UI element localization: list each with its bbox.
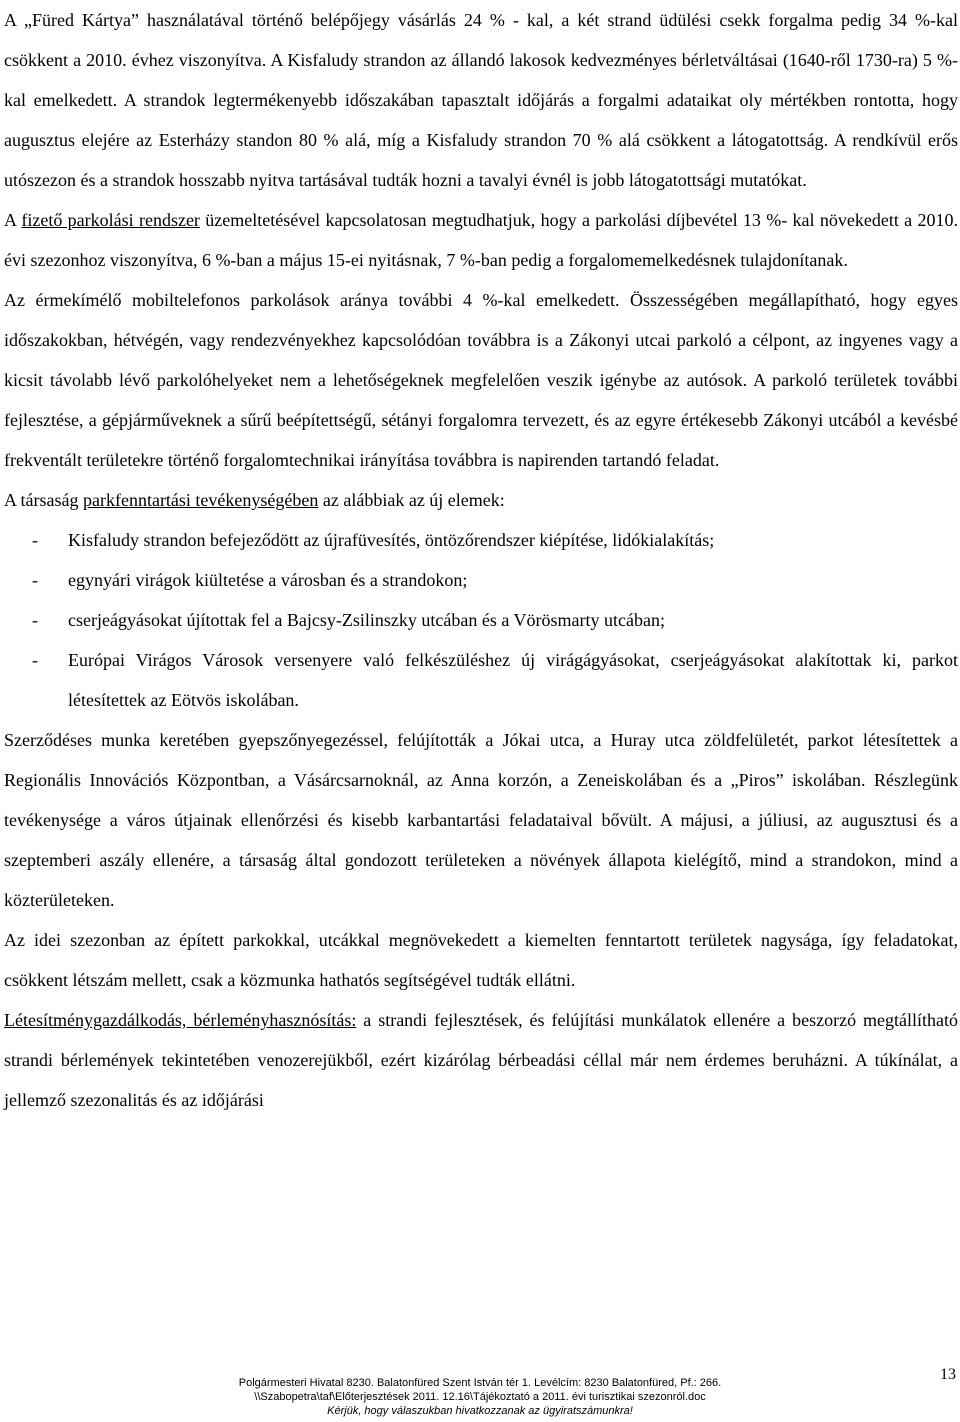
paragraph-strand-stats-text: A „Füred Kártya” használatával történő belépőjegy vásárlás 24 % - kal, a két strand üdülési csekk forgalma pedig 34 %-kal csökkent a 2010. évhez viszonyítva. A Kisfaludy strandon az állandó lakosok kedvezményes bérletváltásai (1640-ről 1730-ra) 5 %-kal emelkedett. A strandok legtermékenyebb időszakában tapasztalt időjárás a forgalmi adataikat oly mértékben rontotta, hogy augusztus elejére az Esterházy standon 80 % alá, míg a Kisfaludy strandon 70 % alá csökkent a látogatottság. A rendkívül erős utószezon és a strandok hosszabb nyitva tartásával tudták hozni a tavalyi évnél is jobb látogatottsági mutatókat. — [4, 10, 958, 190]
list-item-text: cserjeágyásokat újítottak fel a Bajcsy-Zsilinszky utcában és a Vörösmarty utcában; — [68, 610, 665, 630]
list-item — [4, 560, 958, 600]
new-elements-list — [4, 520, 958, 720]
paragraph-parking-text: üzemeltetésével kapcsolatosan megtudhatjuk, hogy a parkolási díjbevétel 13 %- kal növekedett a 2010. évi szezonhoz viszonyítva, 6 %-ban a május 15-ei nyitásnak, 7 %-ban pedig a forgalomemelkedésnek tulajdonítanak. — [4, 210, 958, 270]
link-park-maintenance: parkfenntartási tevékenységében — [82, 490, 319, 510]
list-dash: - — [32, 570, 38, 590]
footer-reference-note: Kérjük, hogy válaszukban hivatkozzanak az ügyiratszámunkra! — [327, 1405, 633, 1417]
list-item-text: Európai Virágos Városok versenyere való felkészüléshez új virágágyásokat, cserjeágyásokat alakítottak ki, parkot létesítettek az Eötvös iskolában. — [68, 650, 958, 710]
paragraph-contract-work — [4, 720, 958, 920]
paragraph-facility-management-text: a strandi fejlesztések, és felújítási munkálatok ellenére a beszorzó megtállítható strandi bérlemények tekintetében venozerejükből, ezért kizárólag bérbeadási céllal már nem érdemes beruházni. A túkínálat, a jellemző szezonalitás és az időjárási — [4, 1010, 958, 1110]
paragraph-parking-lead: A — [4, 210, 22, 230]
paragraph-mobile-parking-text: Az érmekímélő mobiltelefonos parkolások aránya további 4 %-kal emelkedett. Összességében megállapítható, hogy egyes időszakokban, hétvégén, vagy rendezvényekhez kapcsolódóan továbbra is a Zákonyi utcai parkoló a célpont, az ingyenes vagy a kicsit távolabb lévő parkolóhelyeket nem a lehetőségeknek megfelelően veszik igénybe az autósok. A parkoló területek további fejlesztése, a gépjárműveknek a sűrű beépítettségű, sétányi forgalomra tervezett, és az egyre értékesebb Zákonyi utcából a kevésbé frekventált területekre történő forgalomtechnikai irányítása továbbra is napirenden tartandó feladat. — [4, 290, 958, 470]
link-facility-management: Létesítménygazdálkodás, bérleményhasznósítás: — [4, 1010, 357, 1030]
paragraph-contract-work-text: Szerződéses munka keretében gyepszőnyegezéssel, felújították a Jókai utca, a Huray utca zöldfelületét, parkot létesítettek a Regionális Innovációs Központban, a Vásárcsarnoknál, az Anna korzón, a Zeneiskolában és a „Piros” iskolában. Részlegünk tevékenysége a város útjainak ellenőrzési és kisebb karbantartási feladataival bővült. A májusi, a júliusi, az augusztusi és a szeptemberi aszály ellenére, a társaság által gondozott területeken a növények állapota kielégítő, mind a strandokon, mind a közterületeken. — [4, 730, 958, 910]
paragraph-strand-stats — [4, 0, 958, 200]
list-item — [4, 640, 958, 720]
paragraph-park-maintenance-text: az alábbiak az új elemek: — [318, 490, 505, 510]
page-number: 13 — [940, 1366, 956, 1383]
paragraph-parking — [4, 200, 958, 280]
list-item — [4, 520, 958, 560]
link-parking-system: fizető parkolási rendszer — [21, 210, 200, 230]
list-item-text: egynyári virágok kiültetése a városban és a strandokon; — [68, 570, 468, 590]
list-item-text: Kisfaludy strandon befejeződött az újrafüvesítés, öntözőrendszer kiépítése, lidókialakítás; — [68, 530, 715, 550]
list-item — [4, 600, 958, 640]
paragraph-mobile-parking — [4, 280, 958, 480]
paragraph-park-maintenance-lead: A társaság — [4, 490, 83, 510]
list-dash: - — [32, 530, 38, 550]
list-dash: - — [32, 610, 38, 630]
footer-file-path: \\Szabopetra\taf\Előterjesztések 2011. 12.16\Tájékoztató a 2011. évi turisztikai szezonról.doc — [254, 1391, 706, 1403]
paragraph-season-parks-text: Az idei szezonban az épített parkokkal, utcákkal megnövekedett a kiemelten fenntartott területek nagysága, így feladatokat, csökkent létszám mellett, csak a közmunka hathatós segítségével tudták ellátni. — [4, 930, 958, 990]
paragraph-park-maintenance — [4, 480, 958, 520]
page-footer — [0, 1376, 960, 1418]
paragraph-season-parks — [4, 920, 958, 1000]
paragraph-facility-management — [4, 1000, 958, 1120]
list-dash: - — [32, 650, 38, 670]
document-body — [4, 0, 958, 1120]
footer-address: Polgármesteri Hivatal 8230. Balatonfüred Szent István tér 1. Levélcím: 8230 Balatonfüred, Pf.: 266. — [238, 1377, 722, 1389]
